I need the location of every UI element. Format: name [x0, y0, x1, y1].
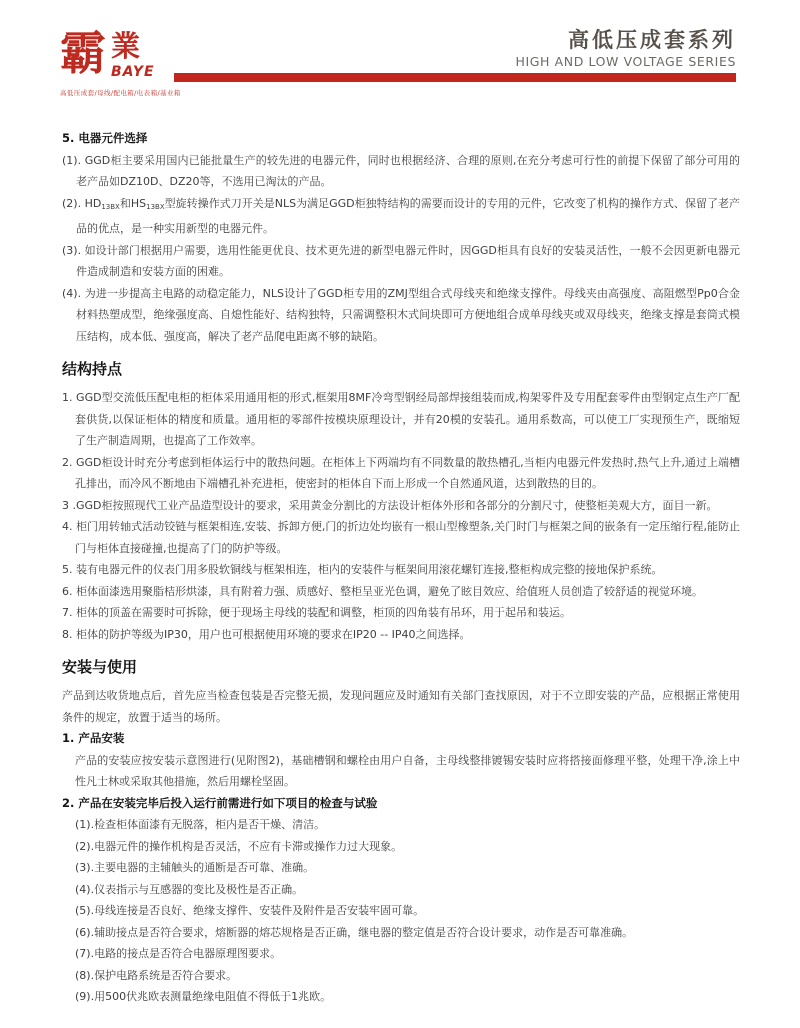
- check-item-7: (7).电路的接点是否符合电器原理图要求。: [75, 947, 282, 960]
- item2-text-b: 和HS: [119, 196, 147, 210]
- install-sub1-heading: 1. 产品安装: [62, 731, 125, 745]
- item2-model-subscript-2: 13BX: [146, 202, 165, 211]
- structure-item-8: 8. 柜体的防护等级为IP30，用户也可根据使用环境的要求在IP20 -- IP40之间选择。: [62, 627, 471, 641]
- component-item-1: (1). GGD柜主要采用国内已能批量生产的较先进的电器元件，同时也根据经济、合理的原则,在充分考虑可行性的前提下保留了部分可用的老产品如DZ10D、DZ20等，不选用已淘汰的产品。: [62, 153, 740, 188]
- check-item-5: (5).母线连接是否良好、绝缘支撑件、安装件及附件是否安装牢固可靠。: [75, 904, 425, 917]
- install-intro-paragraph: 产品到达收货地点后，首先应当检查包装是否完整无损，发现问题应及时通知有关部门查找原因，对于不立即安装的产品，应根据正常使用条件的规定，放置于适当的场所。: [62, 689, 740, 724]
- check-item-4: (4).仪表指示与互感器的变比及极性是否正确。: [75, 882, 304, 896]
- check-item-3: (3).主要电器的主辅触头的通断是否可靠、准确。: [75, 861, 315, 874]
- structure-item-2: 2. GGD柜设计时充分考虑到柜体运行中的散热问题。在柜体上下两端均有不同数量的散热槽孔,当柜内电器元件发热时,热气上升,通过上端槽孔排出，而冷风不断地由下端槽孔补充进柜，使密封的柜体自下而上形成一个自然通风道，达到散热的目的。: [62, 455, 740, 490]
- company-logo: [60, 24, 181, 97]
- item2-text-a: (2). HD: [62, 196, 102, 210]
- check-item-9: (9).用500伏兆欧表测量绝缘电阻值不得低于1兆欧。: [75, 990, 332, 1003]
- check-item-2: (2).电器元件的操作机构是否灵活，不应有卡滞或操作力过大现象。: [75, 839, 403, 853]
- structure-item-6: 6. 柜体面漆选用聚脂桔形烘漆，具有附着力强、质感好、整柜呈亚光色调，避免了眩目效应、给值班人员创造了较舒适的视觉环境。: [62, 584, 703, 598]
- item2-model-subscript-1: 13BX: [101, 202, 120, 211]
- structure-item-1: 1. GGD型交流低压配电柜的柜体采用通用柜的形式,框架用8MF冷弯型钢经局部焊接组装而成,构架零件及专用配套零件由型钢定点生产厂配套供货,以保证柜体的精度和质量。通用柜的零部件按模块原理设计，并有20模的安装孔。通用系数高，可以使工厂实现预生产，既缩短了生产制造周期，也提高了工作效率。: [62, 391, 740, 447]
- logo-char-ba: 霸: [60, 26, 106, 80]
- component-selection-heading: 5. 电器元件选择: [62, 131, 148, 145]
- logo-characters: [60, 24, 181, 82]
- structure-item-5: 5. 装有电器元件的仪表门用多股软铜线与框架相连，柜内的安装件与框架间用滚花螺钉连接,整柜构成完整的接地保护系统。: [62, 563, 663, 576]
- structure-item-7: 7. 柜体的顶盖在需要时可拆除，便于现场主母线的装配和调整，柜顶的四角装有吊环，用于起吊和装运。: [62, 606, 571, 619]
- item2-text-c: 型旋转操作式刀开关是NLS为满足GGD柜独特结构的需要而设计的专用的元件，它改变了机构的操作方式、保留了老产品的优点，是一种实用新型的电器元件。: [76, 196, 740, 235]
- series-masthead: [515, 28, 736, 69]
- check-item-6: (6).辅助接点是否符合要求，熔断器的熔芯规格是否正确，继电器的整定值是否符合设计要求，动作是否可靠准确。: [75, 925, 634, 939]
- structure-item-4: 4. 柜门用转轴式活动铰链与框架相连,安装、拆卸方便,门的折边处均嵌有一根山型橡塑条,关门时门与框架之间的嵌条有一定压缩行程,能防止门与柜体直接碰撞,也提高了门的防护等级。: [62, 520, 740, 555]
- check-item-1: (1).检查柜体面漆有无脱落，柜内是否干燥、清洁。: [75, 818, 326, 831]
- component-item-2: [62, 193, 740, 240]
- logo-tagline: 高低压成套/母线/配电箱/电表箱/基业箱: [60, 89, 181, 97]
- structure-section-heading: 结构持点: [62, 360, 123, 378]
- document-body: [62, 128, 740, 1008]
- component-item-4: (4). 为进一步提高主电路的动稳定能力，NLS设计了GGD柜专用的ZMJ型组合式母线夹和绝缘支撑件。母线夹由高强度、高阻燃型Pp0合金材料热塑成型，绝缘强度高、自熄性能好、结构独特，只需调整积木式间块即可方便地组合成单母线夹或双母线夹，绝缘支撑是套筒式模压结构，成本低、强度高，解决了老产品爬电距离不够的缺陷。: [62, 286, 740, 343]
- logo-latin-name: BAYE: [111, 64, 155, 80]
- check-item-8: (8).保护电路系统是否符合要求。: [75, 968, 238, 982]
- install-sub2-heading: 2. 产品在安装完毕后投入运行前需进行如下项目的检查与试验: [62, 795, 378, 810]
- series-title-chinese: 高低压成套系列: [568, 28, 736, 52]
- series-title-english: HIGH AND LOW VOLTAGE SERIES: [515, 54, 736, 69]
- header-accent-bar: [174, 73, 736, 82]
- install-sub1-paragraph: 产品的安装应按安装示意图进行(见附图2)，基础槽钢和螺栓由用户自备，主母线整排镀锡安装时应将搭接面修理平整，处理干净,涂上中性凡士林或采取其他措施，然后用螺栓坚固。: [75, 753, 740, 788]
- component-item-3: (3). 如设计部门根据用户需要，选用性能更优良、技术更先进的新型电器元件时，因GGD柜具有良好的安装灵活性，一般不会因更新电器元件造成制造和安装方面的困难。: [62, 243, 740, 278]
- logo-char-ye: 業: [111, 29, 141, 63]
- install-section-heading: 安装与使用: [62, 658, 138, 676]
- structure-item-3: 3 .GGD柜按照现代工业产品造型设计的要求，采用黄金分割比的方法设计柜体外形和各部分的分割尺寸，使整柜美观大方，面目一新。: [62, 498, 718, 512]
